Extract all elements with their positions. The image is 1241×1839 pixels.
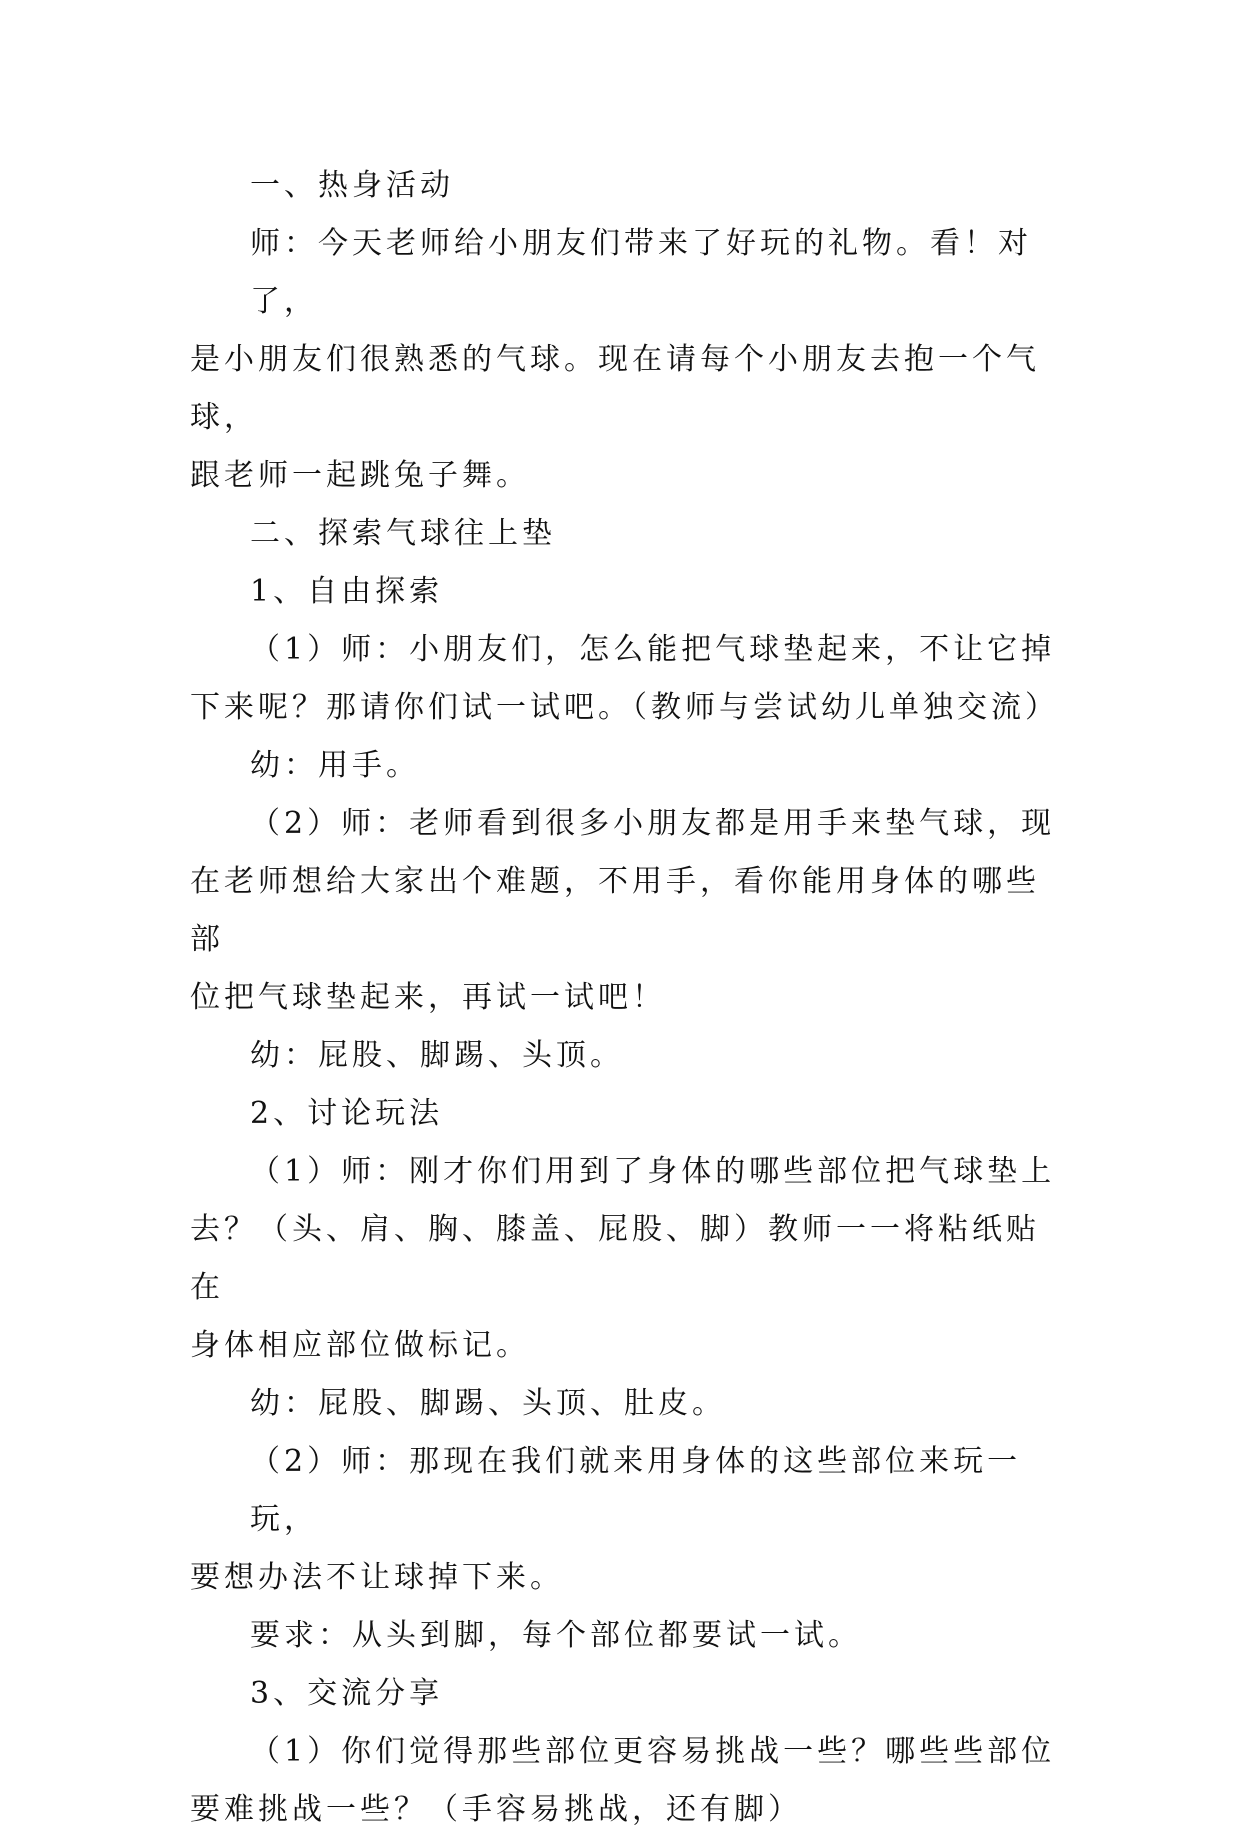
text-line: 去？（头、肩、胸、膝盖、屁股、脚）教师一一将粘纸贴在: [190, 1212, 1040, 1305]
text-line: （1）你们觉得那些部位更容易挑战一些？哪些些部位: [250, 1734, 1056, 1769]
paragraph-child-answer-2: [190, 1027, 1070, 1085]
text-line: 要想办法不让球掉下来。: [190, 1560, 564, 1595]
text-line: 要难挑战一些？（手容易挑战，还有脚）: [190, 1792, 802, 1827]
text-line: 身体相应部位做标记。: [190, 1328, 530, 1363]
text-line: 位把气球垫起来，再试一试吧！: [190, 980, 666, 1015]
text-line: 要求：从头到脚，每个部位都要试一试。: [250, 1618, 862, 1653]
text-line: 幼：屁股、脚踢、头顶。: [250, 1038, 624, 1073]
heading-warm-up: [190, 157, 1070, 215]
text-line: 跟老师一起跳兔子舞。: [190, 458, 530, 493]
paragraph-child-answer-1: [190, 737, 1070, 795]
text-line: 是小朋友们很熟悉的气球。现在请每个小朋友去抱一个气球，: [190, 342, 1040, 435]
text-line: 3、交流分享: [250, 1676, 444, 1711]
subheading-discuss-play: [190, 1085, 1070, 1143]
paragraph-child-answer-3: [190, 1375, 1070, 1433]
text-line: （1）师：刚才你们用到了身体的哪些部位把气球垫上: [250, 1154, 1056, 1189]
text-line: 幼：屁股、脚踢、头顶、肚皮。: [250, 1386, 726, 1421]
text-line: 一、热身活动: [250, 168, 454, 203]
paragraph-teacher-intro: [190, 215, 1070, 505]
subheading-free-explore: [190, 563, 1070, 621]
document-body: [190, 157, 1070, 1839]
text-line: 2、讨论玩法: [250, 1096, 444, 1131]
paragraph-step-3-1: [190, 1723, 1070, 1839]
paragraph-step-1-2: [190, 795, 1070, 1027]
paragraph-step-2-1: [190, 1143, 1070, 1375]
paragraph-step-2-2: [190, 1433, 1070, 1607]
text-line: 二、探索气球往上垫: [250, 516, 556, 551]
paragraph-step-1-1: [190, 621, 1070, 737]
text-line: 1、自由探索: [250, 574, 444, 609]
text-line: 下来呢？那请你们试一试吧。（教师与尝试幼儿单独交流）: [190, 690, 1059, 725]
subheading-share: [190, 1665, 1070, 1723]
text-line: （2）师：老师看到很多小朋友都是用手来垫气球，现: [250, 806, 1056, 841]
heading-explore-balloon: [190, 505, 1070, 563]
text-line: 师：今天老师给小朋友们带来了好玩的礼物。看！对了，: [250, 226, 1032, 319]
text-line: （1）师：小朋友们，怎么能把气球垫起来，不让它掉: [250, 632, 1056, 667]
text-line: （2）师：那现在我们就来用身体的这些部位来玩一玩，: [250, 1444, 1022, 1537]
text-line: 幼：用手。: [250, 748, 420, 783]
paragraph-requirement: [190, 1607, 1070, 1665]
text-line: 在老师想给大家出个难题，不用手，看你能用身体的哪些部: [190, 864, 1040, 957]
